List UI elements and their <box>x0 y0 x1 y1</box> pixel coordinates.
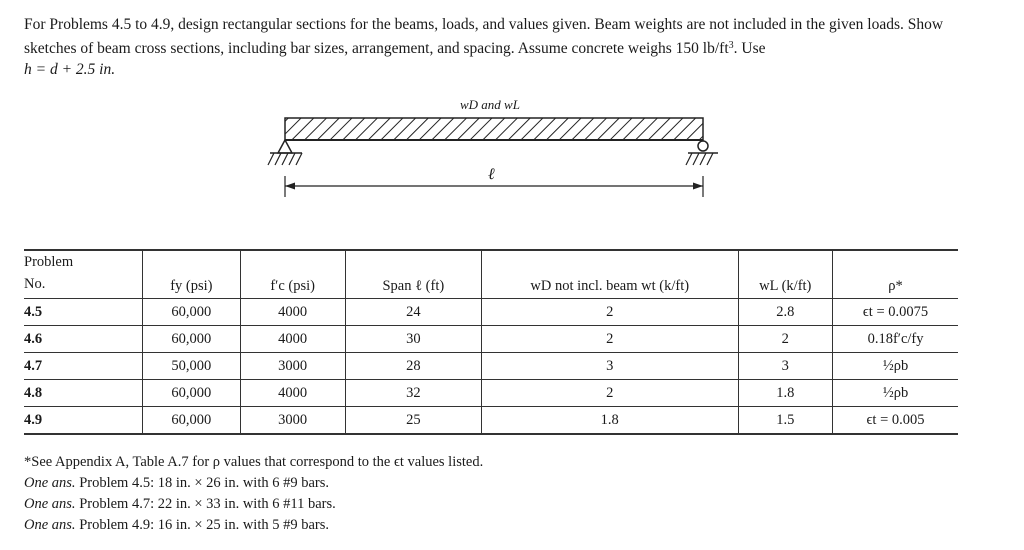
header-wd: wD not incl. beam wt (k/ft) <box>481 250 738 299</box>
answer-text: Problem 4.5: 18 in. × 26 in. with 6 #9 bars. <box>79 475 330 491</box>
header-fy: fy (psi) <box>143 250 240 299</box>
cell-fc: 3000 <box>240 353 345 380</box>
cell-span: 30 <box>345 326 481 353</box>
header-fc: f′c (psi) <box>240 250 345 299</box>
cell-wd: 2 <box>481 326 738 353</box>
cell-fc: 3000 <box>240 407 345 435</box>
cell-wl: 1.5 <box>738 407 833 435</box>
header-problem-line1: Problem <box>24 254 74 270</box>
cell-fy: 60,000 <box>143 380 240 407</box>
pin-support-icon <box>268 140 302 165</box>
table-row <box>24 326 958 353</box>
cell-wl: 2 <box>738 326 833 353</box>
header-rho: ρ* <box>833 250 958 299</box>
roller-support-icon <box>686 141 718 165</box>
problem-statement <box>24 14 984 80</box>
cell-span: 28 <box>345 353 481 380</box>
table-row <box>24 299 958 326</box>
cell-rho: ½ρb <box>833 380 958 407</box>
intro-text: For Problems 4.5 to 4.9, design rectangular sections for the beams, loads, and values given. Beam weights are not included in the given loads. Show sketches of beam cross sections, including bar sizes, arrangement, and spacing. Assume concrete weighs 150 lb/ft <box>24 16 944 57</box>
cell-fy: 60,000 <box>143 326 240 353</box>
header-problem <box>24 250 143 299</box>
cell-fc: 4000 <box>240 380 345 407</box>
cell-fy: 60,000 <box>143 299 240 326</box>
header-span: Span ℓ (ft) <box>345 250 481 299</box>
intro-tail: . Use <box>733 40 766 57</box>
cell-span: 25 <box>345 407 481 435</box>
cell-wd: 1.8 <box>481 407 738 435</box>
load-label: wD and wL <box>460 97 520 112</box>
cell-wl: 2.8 <box>738 299 833 326</box>
answer-label: One ans. <box>24 475 76 491</box>
cell-rho: ϵt = 0.0075 <box>833 299 958 326</box>
intro-superscript: 3 <box>728 40 734 51</box>
answer-label: One ans. <box>24 496 76 512</box>
intro-formula: h = d + 2.5 in. <box>24 61 116 78</box>
cell-wl: 3 <box>738 353 833 380</box>
cell-span: 32 <box>345 380 481 407</box>
footnote: *See Appendix A, Table A.7 for ρ values that correspond to the ϵt values listed. <box>24 454 484 470</box>
notes <box>24 452 924 536</box>
cell-problem: 4.8 <box>24 384 43 401</box>
span-label: ℓ <box>488 166 495 183</box>
cell-problem: 4.5 <box>24 303 43 320</box>
table-row <box>24 407 958 435</box>
cell-fc: 4000 <box>240 299 345 326</box>
answer-text: Problem 4.9: 16 in. × 25 in. with 5 #9 bars. <box>79 517 330 533</box>
cell-wd: 2 <box>481 299 738 326</box>
answer-text: Problem 4.7: 22 in. × 33 in. with 6 #11 bars. <box>79 496 336 512</box>
cell-rho: 0.18f′c/fy <box>833 326 958 353</box>
cell-wl: 1.8 <box>738 380 833 407</box>
header-wl: wL (k/ft) <box>738 250 833 299</box>
table-row <box>24 353 958 380</box>
answer-line <box>24 494 924 515</box>
cell-span: 24 <box>345 299 481 326</box>
design-values-table <box>24 249 958 435</box>
cell-fc: 4000 <box>240 326 345 353</box>
cell-rho: ϵt = 0.005 <box>833 407 958 435</box>
cell-fy: 50,000 <box>143 353 240 380</box>
table-row <box>24 380 958 407</box>
cell-problem: 4.7 <box>24 357 43 374</box>
cell-rho: ½ρb <box>833 353 958 380</box>
answer-line <box>24 515 924 536</box>
cell-wd: 3 <box>481 353 738 380</box>
cell-wd: 2 <box>481 380 738 407</box>
cell-fy: 60,000 <box>143 407 240 435</box>
cell-problem: 4.6 <box>24 330 43 347</box>
header-problem-line2: No. <box>24 276 46 292</box>
cell-problem: 4.9 <box>24 411 43 428</box>
table-header-row <box>24 250 958 299</box>
answer-line <box>24 473 924 494</box>
beam-figure <box>250 92 730 212</box>
distributed-load <box>285 118 703 140</box>
answer-label: One ans. <box>24 517 76 533</box>
